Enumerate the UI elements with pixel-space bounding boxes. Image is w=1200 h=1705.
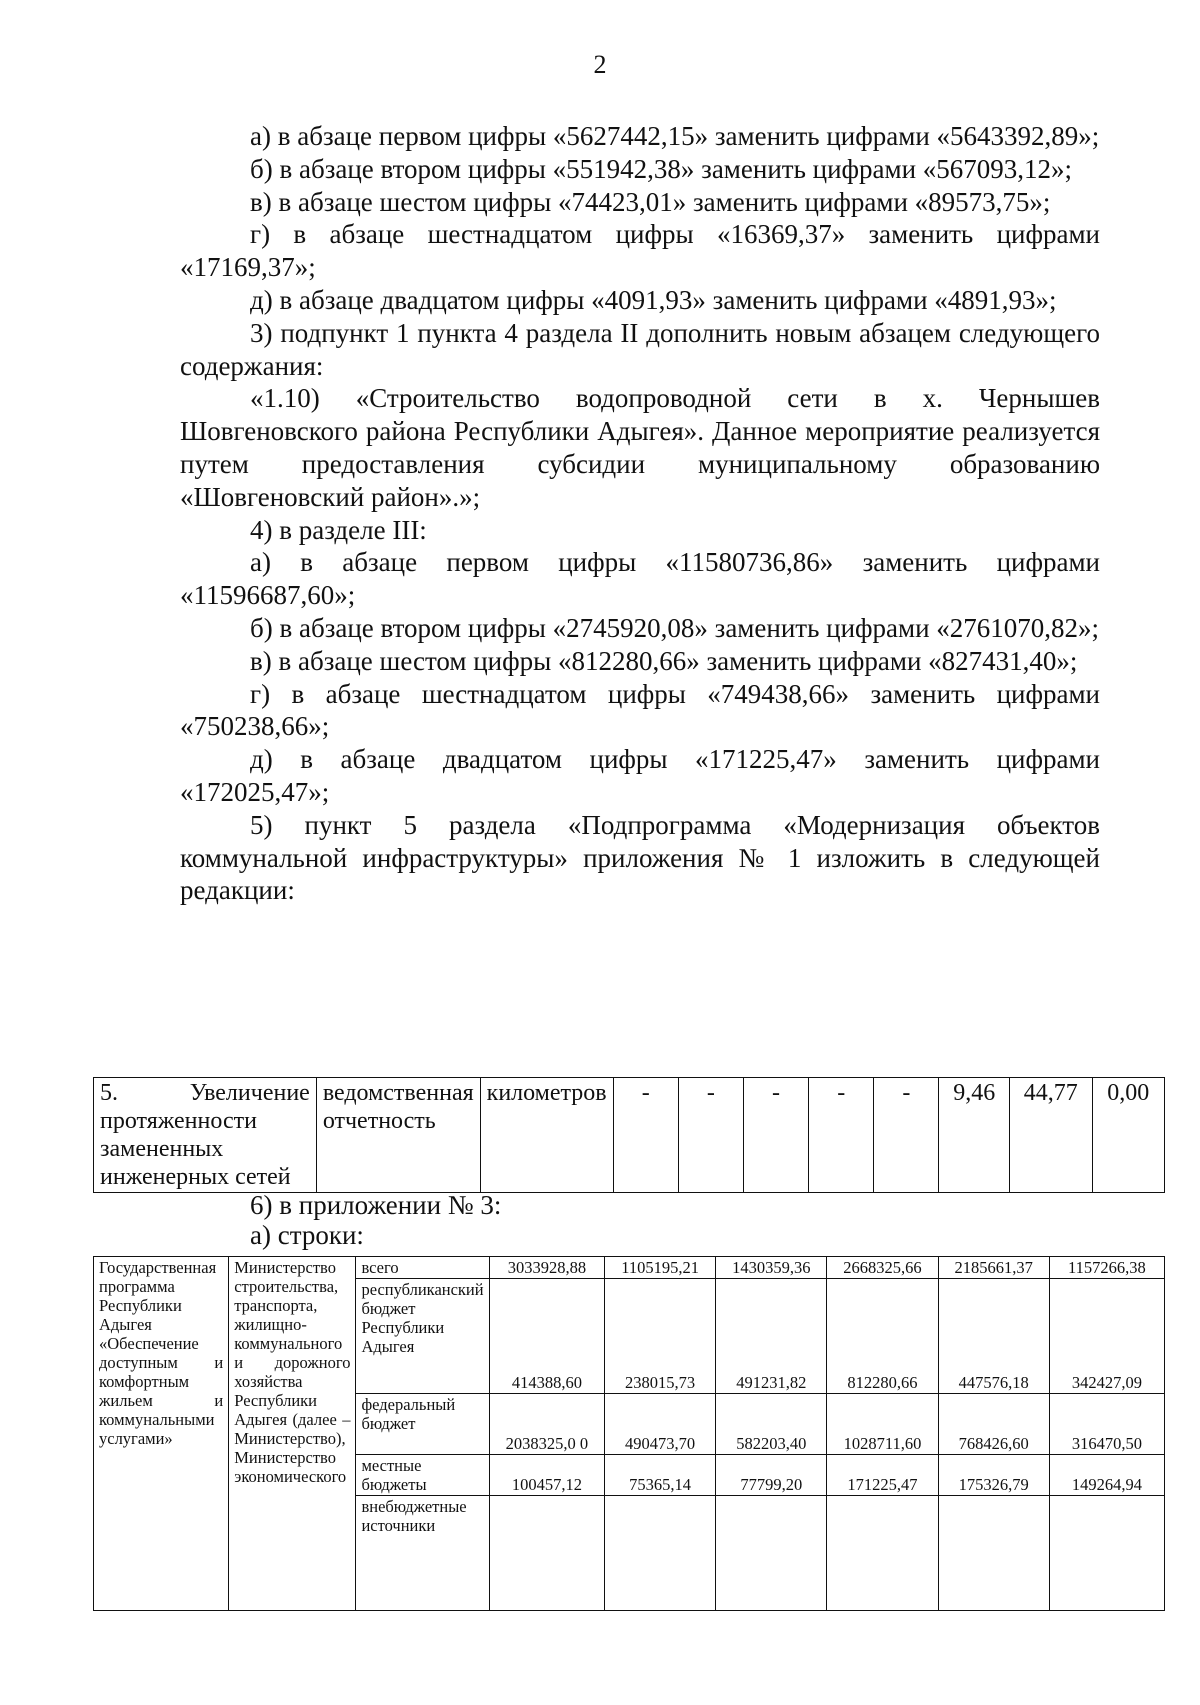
dash-cell: -: [678, 1078, 743, 1193]
row-label: всего: [356, 1257, 489, 1279]
value-cell: 768426,60: [938, 1394, 1049, 1455]
value-cell: [938, 1496, 1049, 1611]
row-label: федеральный бюджет: [356, 1394, 489, 1455]
value-cell: 447576,18: [938, 1279, 1049, 1394]
program-cell: Государственная программа Республики Адыгея «Обеспечение доступным и комфортным жильем и коммунальными услугами»: [94, 1257, 229, 1611]
value-cell: 175326,79: [938, 1455, 1049, 1496]
paragraph-6a: а) строки:: [250, 1220, 364, 1250]
source-cell: ведомственная отчетность: [316, 1078, 480, 1193]
paragraph-d1: д) в абзаце двадцатом цифры «4091,93» заменить цифрами «4891,93»;: [250, 284, 1057, 315]
value-cell: 2038325,0 0: [489, 1394, 604, 1455]
value-cell: 342427,09: [1049, 1279, 1164, 1394]
value-cell: 0,00: [1092, 1078, 1164, 1193]
value-cell: 491231,82: [716, 1279, 827, 1394]
value-cell: 100457,12: [489, 1455, 604, 1496]
executor-cell: Министерство строительства, транспорта, жилищно-коммунального и дорожного хозяйства Республики Адыгея (далее – Министерство), Министерство экономического: [229, 1257, 356, 1611]
value-cell: 1105195,21: [605, 1257, 716, 1279]
value-cell: 44,77: [1010, 1078, 1093, 1193]
paragraph-3: 3) подпункт 1 пункта 4 раздела II дополнить новым абзацем следующего содержания:: [180, 317, 1100, 381]
funding-table: [93, 1256, 1165, 1611]
value-cell: 812280,66: [827, 1279, 938, 1394]
dash-cell: -: [743, 1078, 808, 1193]
value-cell: 2668325,66: [827, 1257, 938, 1279]
table-row: [94, 1257, 1165, 1279]
value-cell: 77799,20: [716, 1455, 827, 1496]
value-cell: [1049, 1496, 1164, 1611]
paragraph-g2: г) в абзаце шестнадцатом цифры «749438,66» заменить цифрами «750238,66»;: [180, 678, 1100, 742]
paragraph-b2: б) в абзаце втором цифры «2745920,08» заменить цифрами «2761070,82»;: [250, 612, 1100, 643]
dash-cell: -: [613, 1078, 678, 1193]
value-cell: 490473,70: [605, 1394, 716, 1455]
indicator-cell: 5. Увеличение протяженности замененных инженерных сетей: [94, 1078, 317, 1193]
row-label: местные бюджеты: [356, 1455, 489, 1496]
paragraph-1-10: «1.10) «Строительство водопроводной сети в х. Чернышев Шовгеновского района Республики Адыгея». Данное мероприятие реализуется путем предоставления субсидии муниципальному образованию «Шовгеновский район».»;: [180, 383, 1100, 512]
unit-cell: километров: [480, 1078, 613, 1193]
page-number: 2: [593, 50, 607, 79]
value-cell: [827, 1496, 938, 1611]
value-cell: 582203,40: [716, 1394, 827, 1455]
value-cell: 316470,50: [1049, 1394, 1164, 1455]
row-label: республиканский бюджет Республики Адыгея: [356, 1279, 489, 1394]
value-cell: [716, 1496, 827, 1611]
dash-cell: -: [874, 1078, 939, 1193]
value-cell: 1430359,36: [716, 1257, 827, 1279]
paragraph-v1: в) в абзаце шестом цифры «74423,01» заменить цифрами «89573,75»;: [250, 186, 1051, 217]
value-cell: [489, 1496, 604, 1611]
value-cell: 3033928,88: [489, 1257, 604, 1279]
paragraph-d2: д) в абзаце двадцатом цифры «171225,47» заменить цифрами «172025,47»;: [180, 744, 1100, 807]
amendment-text: [180, 120, 1100, 907]
paragraph-a2: а) в абзаце первом цифры «11580736,86» заменить цифрами «11596687,60»;: [180, 547, 1100, 611]
value-cell: 171225,47: [827, 1455, 938, 1496]
table-row: [94, 1078, 1165, 1193]
row-label: внебюджетные источники: [356, 1496, 489, 1611]
paragraph-5: 5) пункт 5 раздела «Подпрограмма «Модернизация объектов коммунальной инфраструктуры» приложения № 1 изложить в следующей редакции:: [180, 809, 1100, 906]
paragraph-4: 4) в разделе III:: [250, 514, 427, 545]
indicator-table: [93, 1077, 1165, 1193]
appendix-3-intro: [180, 1190, 1100, 1250]
value-cell: [605, 1496, 716, 1611]
dash-cell: -: [809, 1078, 874, 1193]
paragraph-v2: в) в абзаце шестом цифры «812280,66» заменить цифрами «827431,40»;: [250, 645, 1078, 676]
value-cell: 149264,94: [1049, 1455, 1164, 1496]
paragraph-b1: б) в абзаце втором цифры «551942,38» заменить цифрами «567093,12»;: [250, 153, 1073, 184]
value-cell: 1028711,60: [827, 1394, 938, 1455]
paragraph-g1: г) в абзаце шестнадцатом цифры «16369,37» заменить цифрами «17169,37»;: [180, 219, 1100, 283]
value-cell: 2185661,37: [938, 1257, 1049, 1279]
value-cell: 1157266,38: [1049, 1257, 1164, 1279]
paragraph-a1: а) в абзаце первом цифры «5627442,15» заменить цифрами «5643392,89»;: [250, 121, 1100, 151]
value-cell: 75365,14: [605, 1455, 716, 1496]
value-cell: 414388,60: [489, 1279, 604, 1394]
value-cell: 9,46: [939, 1078, 1010, 1193]
value-cell: 238015,73: [605, 1279, 716, 1394]
paragraph-6: 6) в приложении № 3:: [250, 1190, 502, 1220]
